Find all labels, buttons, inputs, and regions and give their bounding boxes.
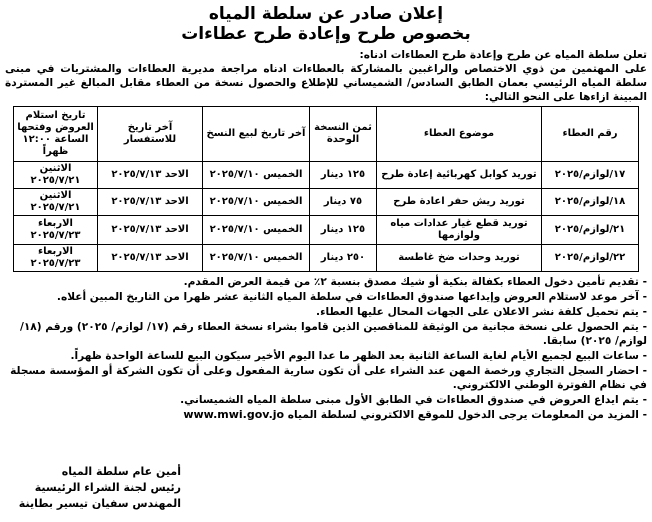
table-row bbox=[14, 189, 639, 216]
table-header-row bbox=[14, 107, 639, 162]
header-tender-number: رقم العطاء bbox=[542, 107, 639, 162]
website-link[interactable]: www.mwi.gov.jo bbox=[183, 408, 285, 421]
header-last-inquiry-date: آخر تاريخ للاستفسار bbox=[98, 107, 203, 162]
signature-block bbox=[11, 464, 181, 512]
table-row bbox=[14, 245, 639, 272]
tender-subject: توريد قطع غيار عدادات مياه ولوازمها bbox=[377, 216, 542, 245]
last-sale-date: الخميس ٢٠٢٥/٧/١٠ bbox=[203, 245, 310, 272]
signature-name: المهندس سفيان تيسير بطاينة bbox=[18, 497, 181, 510]
last-sale-date: الخميس ٢٠٢٥/٧/١٠ bbox=[203, 162, 310, 189]
note-item: - يتم تحميل كلفة نشر الاعلان على الجهات المحال عليها العطاء. bbox=[316, 306, 647, 318]
opening-date: الاربعاء ٢٠٢٥/٧/٢٣ bbox=[14, 245, 98, 272]
header-last-sale-date: آخر تاريخ لبيع النسخ bbox=[203, 107, 310, 162]
tenders-table bbox=[13, 106, 639, 272]
tender-number: ٢١/لوازم/٢٠٢٥ bbox=[542, 216, 639, 245]
last-sale-date: الخميس ٢٠٢٥/٧/١٠ bbox=[203, 216, 310, 245]
note-item: - يتم ايداع العروض في صندوق العطاءات في الطابق الأول مبنى سلطة المياه الشميساني. bbox=[180, 394, 647, 406]
intro-line-1: تعلن سلطة المياه عن طرح وإعادة طرح العطاءات ادناه: bbox=[359, 49, 647, 61]
signature-committee: رئيس لجنة الشراء الرئيسية bbox=[34, 481, 181, 494]
opening-date: الاربعاء ٢٠٢٥/٧/٢٣ bbox=[14, 216, 98, 245]
table-row bbox=[14, 162, 639, 189]
title-line-1: إعلان صادر عن سلطة المياه bbox=[208, 4, 444, 24]
copy-price: ١٢٥ دينار bbox=[310, 216, 377, 245]
copy-price: ٧٥ دينار bbox=[310, 189, 377, 216]
tender-number: ١٨/لوازم/٢٠٢٥ bbox=[542, 189, 639, 216]
note-item: - احضار السجل التجاري ورخصة المهن عند الشراء على أن تكون سارية المفعول وعلى أن تكون الشركة أو المؤسسة مسجلة في نظام الفوترة الوطني الالكتروني. bbox=[10, 365, 647, 391]
note-item: - تقديم تأمين دخول العطاء بكفالة بنكية أو شيك مصدق بنسبة ٢٪ من قيمة العرض المقدم. bbox=[183, 276, 647, 288]
opening-date: الاثنين ٢٠٢٥/٧/٢١ bbox=[14, 162, 98, 189]
intro-line-2: على المهتمين من ذوي الاختصاص والراغبين بالمشاركة بالعطاءات ادناه مراجعة مديرية العطاءات والمشتريات في مبنى سلطة المياه الرئيسي بعمان الطابق السادس/ الشميساني للإطلاع والحصول نسخة من العطاء مقابل المبالغ غير المستردة المبينة ازاءها على النحو التالي: bbox=[5, 63, 647, 103]
note-item-website bbox=[5, 408, 647, 422]
tender-subject: توريد ريش حفر اعادة طرح bbox=[377, 189, 542, 216]
opening-date: الاثنين ٢٠٢٥/٧/٢١ bbox=[14, 189, 98, 216]
notes-list bbox=[5, 275, 647, 422]
note-item: - ساعات البيع لجميع الأيام لغاية الساعة الثانية بعد الظهر ما عدا اليوم الأخير سيكون البيع للساعة الواحدة ظهراً. bbox=[70, 350, 647, 362]
tender-subject: توريد وحدات ضخ غاطسة bbox=[377, 245, 542, 272]
tender-number: ١٧/لوازم/٢٠٢٥ bbox=[542, 162, 639, 189]
header-copy-price: ثمن النسخة الوحدة bbox=[310, 107, 377, 162]
header-tender-subject: موضوع العطاء bbox=[377, 107, 542, 162]
last-inquiry-date: الاحد ٢٠٢٥/٧/١٣ bbox=[98, 216, 203, 245]
copy-price: ٢٥٠ دينار bbox=[310, 245, 377, 272]
announcement-title bbox=[5, 4, 647, 44]
signature-title: أمين عام سلطة المياه bbox=[61, 465, 181, 478]
intro bbox=[5, 48, 647, 104]
header-opening-date: تاريخ استلام العروض وفتحها الساعة ١٢:٠٠ ظهراً bbox=[14, 107, 98, 162]
copy-price: ١٢٥ دينار bbox=[310, 162, 377, 189]
website-note-text: - المزيد من المعلومات يرجى الدخول للموقع الالكتروني لسلطة المياه bbox=[287, 409, 647, 421]
announcement bbox=[5, 4, 647, 514]
tender-subject: توريد كوابل كهربائية إعادة طرح bbox=[377, 162, 542, 189]
last-inquiry-date: الاحد ٢٠٢٥/٧/١٣ bbox=[98, 245, 203, 272]
last-sale-date: الخميس ٢٠٢٥/٧/١٠ bbox=[203, 189, 310, 216]
tender-number: ٢٢/لوازم/٢٠٢٥ bbox=[542, 245, 639, 272]
last-inquiry-date: الاحد ٢٠٢٥/٧/١٣ bbox=[98, 162, 203, 189]
note-item: - يتم الحصول على نسخة مجانية من الوثيقة للمناقصين الذين قاموا بشراء نسخة العطاء رقم (١٧/ لوازم/ ٢٠٢٥) ورقم (١٨/ لوازم/ ٢٠٢٥) سابقا. bbox=[19, 321, 647, 347]
title-line-2: بخصوص طرح وإعادة طرح عطاءات bbox=[181, 24, 471, 44]
table-row bbox=[14, 216, 639, 245]
note-item: - آخر موعد لاستلام العروض وإيداعها صندوق العطاءات في سلطة المياه الثانية عشر ظهرا من التاريخ المبين أعلاه. bbox=[56, 291, 647, 303]
last-inquiry-date: الاحد ٢٠٢٥/٧/١٣ bbox=[98, 189, 203, 216]
